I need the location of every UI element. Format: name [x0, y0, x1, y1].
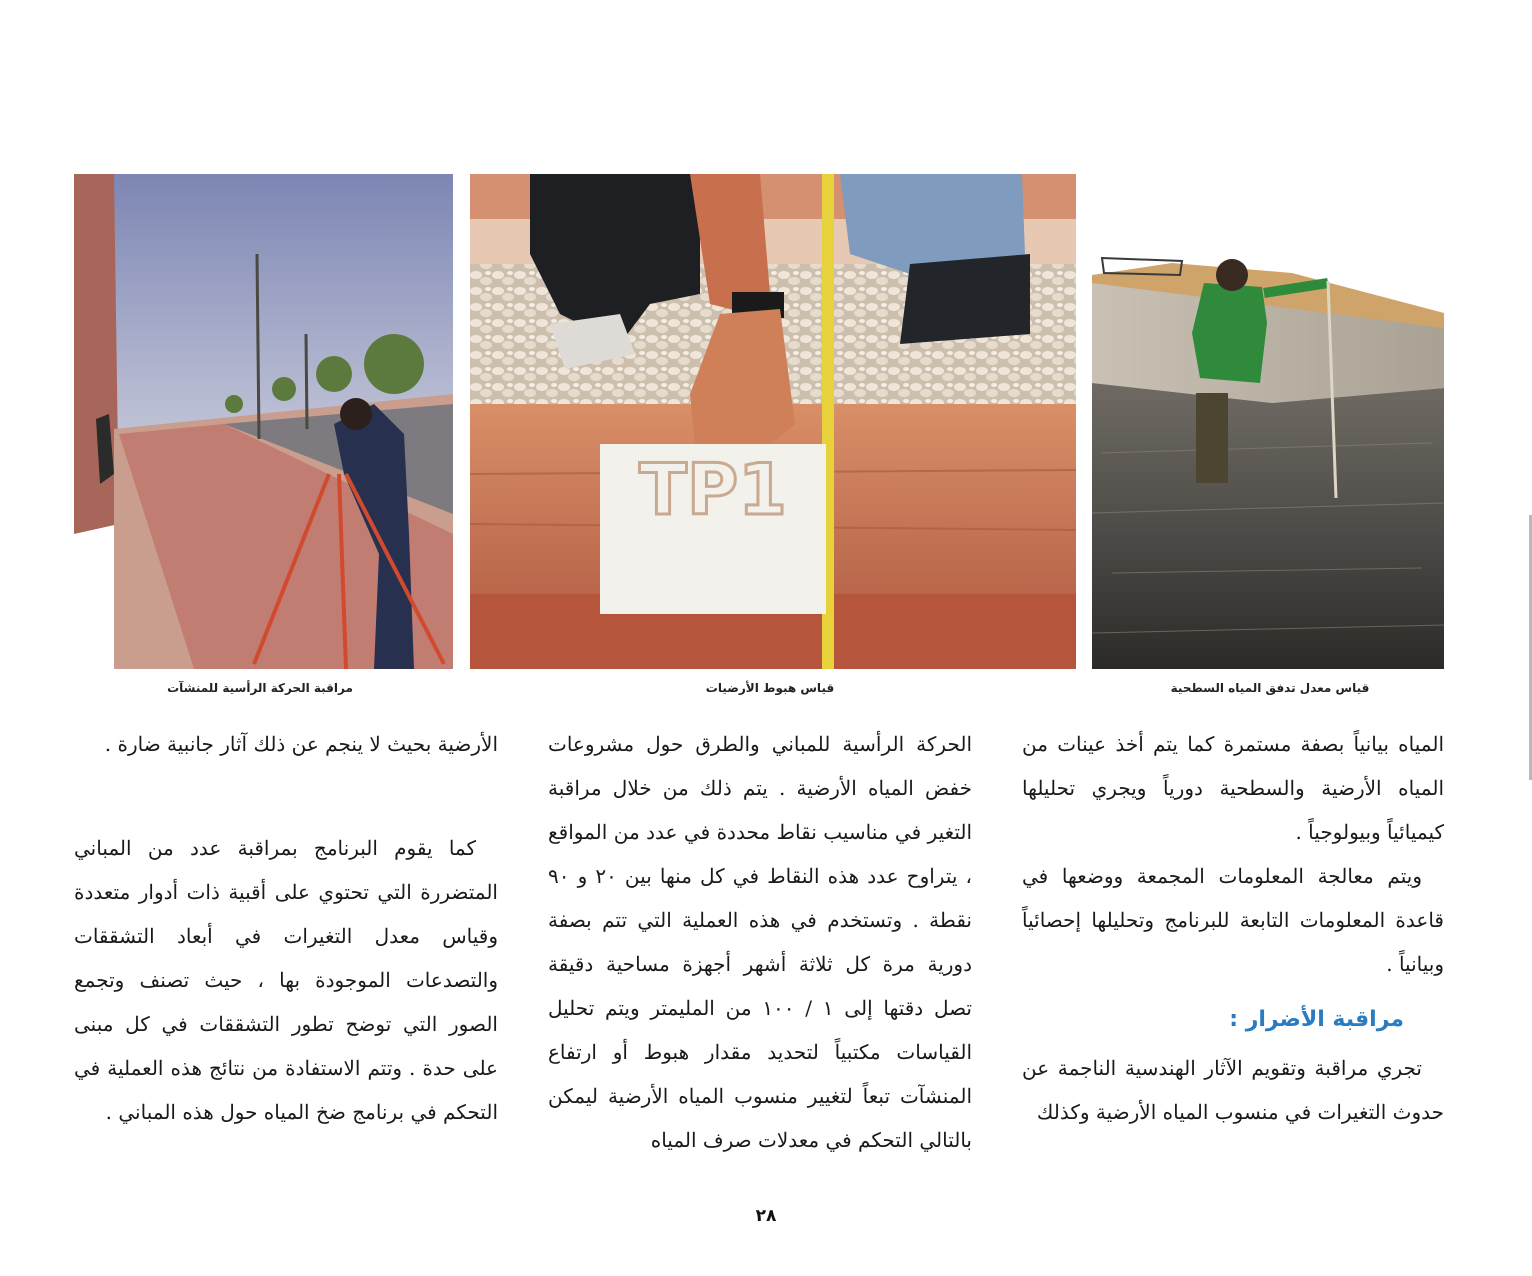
photo-vertical-movement [74, 174, 453, 669]
text-column-center [548, 722, 972, 1162]
photo-surface-water-flow [1092, 253, 1444, 669]
paragraph: تجري مراقبة وتقويم الآثار الهندسية الناجمة عن حدوث التغيرات في منسوب المياه الأرضية وكذلك [1022, 1056, 1444, 1124]
text-column-left [74, 722, 498, 1134]
page-number: ٢٨ [755, 1206, 777, 1226]
paragraph: المياه بيانياً بصفة مستمرة كما يتم أخذ عينات من المياه الأرضية والسطحية دورياً ويجري تحليلها كيميائياً وبيولوجياً . [1022, 732, 1444, 844]
paragraph: ويتم معالجة المعلومات المجمعة ووضعها في قاعدة المعلومات التابعة للبرنامج وتحليلها إحصائياً وبيانياً . [1022, 864, 1444, 976]
caption-surface-water: قياس معدل تدفق المياه السطحية [1170, 681, 1370, 695]
paragraph: كما يقوم البرنامج بمراقبة عدد من المباني المتضررة التي تحتوي على أقبية ذات أدوار متعددة وقياس معدل التغيرات في أبعاد التشققات والتصدعات الموجودة بها ، حيث تصنف وتجمع الصور التي توضح تطور التشققات في كل مبنى على حدة . وتتم الاستفادة من نتائج هذه العملية في التحكم في برنامج ضخ المياه حول هذه المباني . [74, 836, 498, 1124]
photo-ground-settlement [470, 174, 1076, 669]
caption-ground-settlement: قياس هبوط الأرضيات [705, 681, 835, 695]
section-heading-damage-monitoring: مراقبة الأضرار : [1229, 1007, 1404, 1032]
caption-vertical-movement: مراقبة الحركة الرأسية للمنشآت [167, 681, 353, 695]
paragraph: الحركة الرأسية للمباني والطرق حول مشروعات خفض المياه الأرضية . يتم ذلك من خلال مراقبة التغير في مناسيب نقاط محددة في عدد من المواقع ، يتراوح عدد هذه النقاط في كل منها بين ٢٠ و ٩٠ نقطة . وتستخدم في هذه العملية التي تتم بصفة دورية مرة كل ثلاثة أشهر أجهزة مساحية دقيقة تصل دقتها إلى ١ / ١٠٠ من المليمتر ويتم تحليل القياسات مكتبياً لتحديد مقدار هبوط أو ارتفاع المنشآت تبعاً لتغيير منسوب المياه الأرضية ليمكن بالتالي التحكم في معدلات صرف المياه [548, 732, 973, 1152]
text-column-right [1022, 722, 1444, 1134]
paragraph-spacer [74, 766, 498, 826]
paragraph: الأرضية بحيث لا ينجم عن ذلك آثار جانبية ضارة . [104, 732, 498, 756]
tp1-sign-text: TP1 [639, 449, 787, 531]
